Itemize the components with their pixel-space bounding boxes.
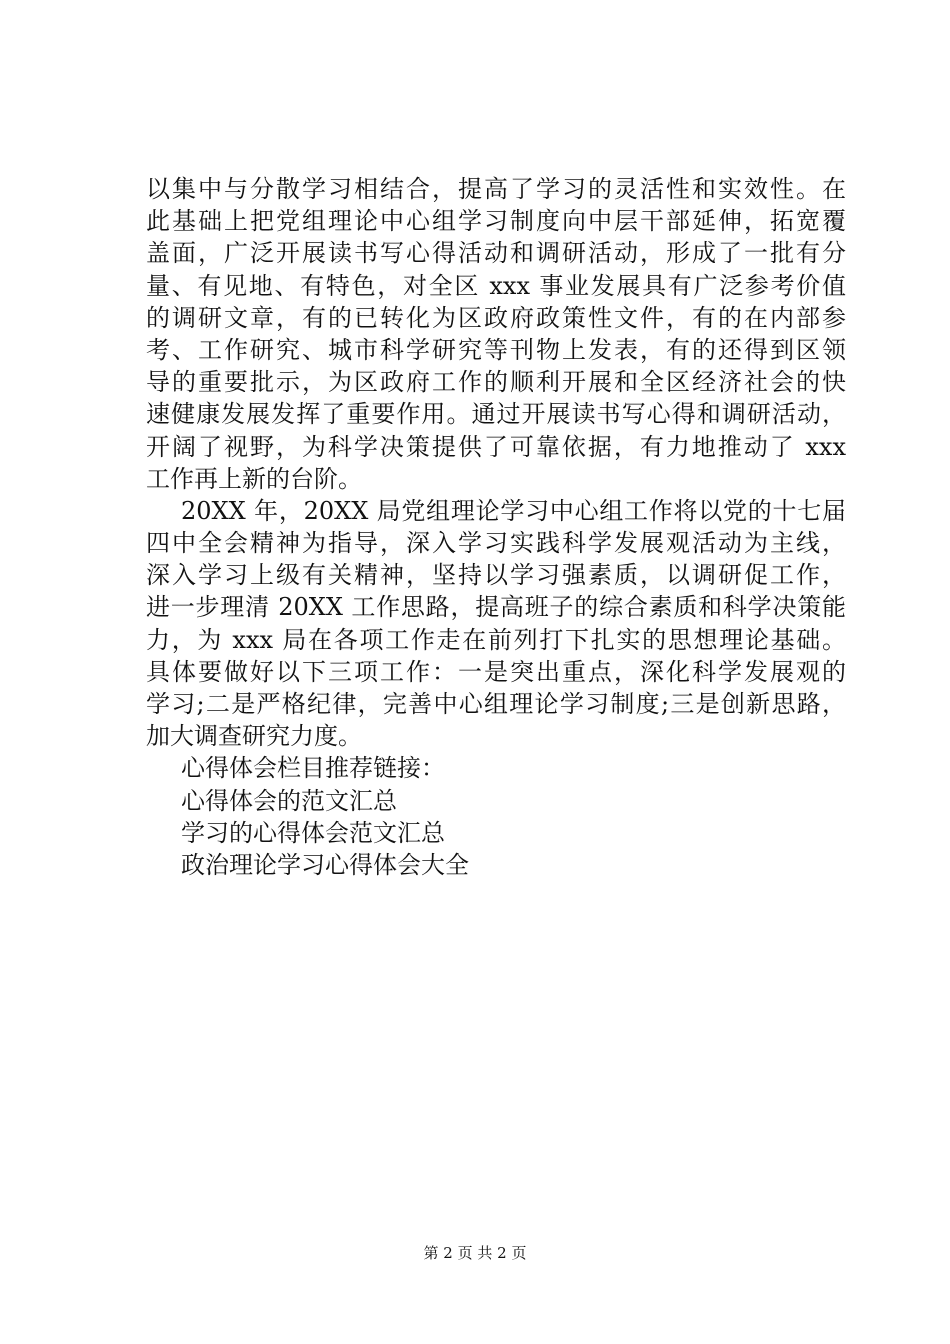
paragraph-line: 盖面，广泛开展读书写心得活动和调研活动，形成了一批有分: [146, 239, 846, 268]
paragraph-line: 四中全会精神为指导，深入学习实践科学发展观活动为主线，: [146, 529, 846, 558]
paragraph-line: 工作再上新的台阶。: [146, 464, 362, 493]
paragraph-line: 深入学习上级有关精神，坚持以学习强素质，以调研促工作，: [146, 561, 846, 590]
paragraph-line: 开阔了视野，为科学决策提供了可靠依据，有力地推动了 xxx: [146, 432, 846, 461]
link-item[interactable]: 政治理论学习心得体会大全: [181, 850, 469, 879]
paragraph-line: 导的重要批示，为区政府工作的顺利开展和全区经济社会的快: [146, 368, 846, 397]
recommended-links: [146, 752, 846, 881]
page-footer: [0, 1243, 950, 1263]
paragraph-line: 力，为 xxx 局在各项工作走在前列打下扎实的思想理论基础。: [146, 625, 846, 654]
paragraph-1: [146, 173, 846, 495]
paragraph-line: 加大调查研究力度。: [146, 722, 362, 751]
paragraph-line: 以集中与分散学习相结合，提高了学习的灵活性和实效性。在: [146, 175, 846, 203]
link-item[interactable]: 学习的心得体会范文汇总: [181, 818, 445, 847]
paragraph-line: 的调研文章，有的已转化为区政府政策性文件，有的在内部参: [146, 303, 846, 332]
paragraph-line: 20XX 年，20XX 局党组理论学习中心组工作将以党的十七届: [181, 496, 846, 525]
paragraph-line: 学习;二是严格纪律，完善中心组理论学习制度;三是创新思路，: [146, 690, 846, 718]
paragraph-line: 量、有见地、有特色，对全区 xxx 事业发展具有广泛参考价值: [146, 271, 846, 300]
document-body: [146, 173, 846, 881]
page-number: 第 2 页 共 2 页: [423, 1244, 527, 1262]
paragraph-line: 速健康发展发挥了重要作用。通过开展读书写心得和调研活动，: [146, 400, 846, 429]
link-item[interactable]: 心得体会的范文汇总: [181, 786, 397, 815]
paragraph-line: 进一步理清 20XX 工作思路，提高班子的综合素质和科学决策能: [146, 593, 846, 622]
links-heading: 心得体会栏目推荐链接：: [181, 754, 445, 783]
paragraph-line: 具体要做好以下三项工作：一是突出重点，深化科学发展观的: [146, 657, 846, 686]
paragraph-line: 考、工作研究、城市科学研究等刊物上发表，有的还得到区领: [146, 335, 846, 364]
paragraph-2: [146, 495, 846, 753]
paragraph-line: 此基础上把党组理论中心组学习制度向中层干部延伸，拓宽覆: [146, 207, 846, 236]
